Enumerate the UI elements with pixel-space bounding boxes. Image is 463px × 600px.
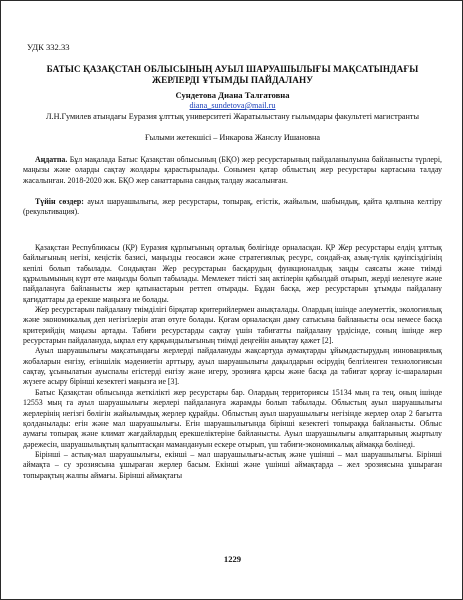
body-paragraph: Ауыл шаруашылығы мақсатындағы жерлерді пайдалануды жақсартуда аумақтарды ұйымдастырудың инновациялық жобаларын енгізу, егіншілік мәдениетін арттыру, ауыл шаруашылығы дақылдарын өсірудің белгіленген технологиясын сақтау, ұсынылатын ауыспалы егістерді енгізу және игеру, эрозияға қарсы және басқа да табиғат қорғау іс-шараларын жүзеге асыру бірінші кезектегі маңызға ие [3]. [23,346,442,387]
abstract-text: Бұл мақалада Батыс Қазақстан облысының (БҚО) жер ресурстарының пайдаланылуына байланысты түрлері, маңызы және оларды сақтау жолдары қарастырылады. Сонымен қатар облыстың жер ресурстары картасына талдау жасалынған. 2018-2020 жж. БҚО жер санаттарына сандық талдау жасалынған. [23,155,442,185]
abstract-label: Аңдатпа. [35,155,68,164]
body-paragraph: Қазақстан Республикасы (ҚР) Еуразия құрлығының орталық бөлігінде орналасқан. ҚР Жер ресурстары елдің ұлттық байлығының негізі, кеңістік базисі, маңызды геосаяси және стратегиялық ресурс, сондай-ақ азық-түлік қауіпсіздігінің кепілі болып табылады. Сондықтан Жер ресурстарын басқарудың функционалдық заңды саясаты және тиімді құрылымының күрт өте маңызды болып табылады. Мемлекет тиісті заң актілерін қабылдай отырып, жерді иеленуге және пайдалануға байланысты жер қатынастарын реттеп отырады. Бұдан басқа, жер ресурстарын ұтымды пайдалану қағидаттары да ерекше маңызға ие болады. [23,243,442,304]
abstract [23,155,442,186]
page-content [23,1,442,599]
title-line-2: ЖЕРЛЕРДІ ҰТЫМДЫ ПАЙДАЛАНУ [151,75,314,85]
keywords-label: Түйін сөздер: [35,197,84,206]
body-paragraph: Батыс Қазақстан облысында жеткілікті жер ресурстары бар. Олардың территориясы 15134 мың га тең, оның ішінде 12553 мың га ауыл шаруашылығы жерлері пайдалануға жарамды болып табылады. Облыстың ауыл шаруашылығы жерлерінің негізгі бөлігін жайылымдық жерлер құрайды. Облыстың ауыл шаруашылығы негізінде жерлер олар 2 бағытта қолданылады: егін және мал шаруашылығы. Егін шаруашылығында бірінші кезектегі топыраққа байланысты. Облыс аумағы топырақ және климат жағдайлардың ерекшеліктеріне байланысты. Ауыл шаруашылығы алқаптарының жыртылу дәрежесін, шаруашылықтың қалыптасқан мамандануын ескере отырып, үш табиғи-экономикалық аймаққа бөлінеді. [23,387,442,449]
title-line-1: БАТЫС ҚАЗАҚСТАН ОБЛЫСЫНЫҢ АУЫЛ ШАРУАШЫЛЫҒЫ МАҚСАТЫНДАҒЫ [46,64,419,74]
article-body [23,243,442,481]
article-title [23,64,442,86]
body-paragraph: Бірінші – астық-мал шаруашылығы, екінші – мал шаруашылығы-астық және үшінші – мал шаруашылығы. Бірінші аймақта – су эрозиясына ұшыраған жерлер басым. Екінші және үшінші аймақтарда – жел эрозиясына ұшыраған топырақтың жалпы аймағы. Бірінші аймақтағы [23,449,442,480]
author-affiliation: Л.Н.Гумилев атындағы Еуразия ұлттық университеті Жаратылыстану ғылымдары факультеті магистранты [45,112,420,121]
author-name: Сундетова Диана Талгатовна [175,90,290,100]
keywords [23,197,442,218]
scientific-supervisor: Ғылыми жетекшісі – Инкарова Жанслу Ишановна [144,133,321,142]
keywords-text: ауыл шаруашылығы, жер ресурстары, топырақ, егістік, жайылым, шабындық, қайта қалпына келтіру (рекультивация). [23,197,442,217]
author-email-link[interactable]: diana_sundetova@mail.ru [189,101,276,110]
page-number: 1229 [223,554,242,564]
body-paragraph: Жер ресурстарын пайдалану тиімділігі бірқатар критерийлермен анықталады. Олардың ішінде әлеуметтік, экологиялық және экономикалық деп негізгілерін атап өтуге болады. Қоғам орналасқан даму сатысына байланысты осы немесе басқа критерийдің маңызы артады. Табиғи ресурстарды сақтау үшін табиғатты пайдалану үрдісінде, соның ішінде жер ресурстарын пайдалануда, ықпал ету қарқындылығының тиімді деңгейін анықтау қажет [2]. [23,305,442,346]
udk-code: УДК 332.33 [27,42,70,52]
